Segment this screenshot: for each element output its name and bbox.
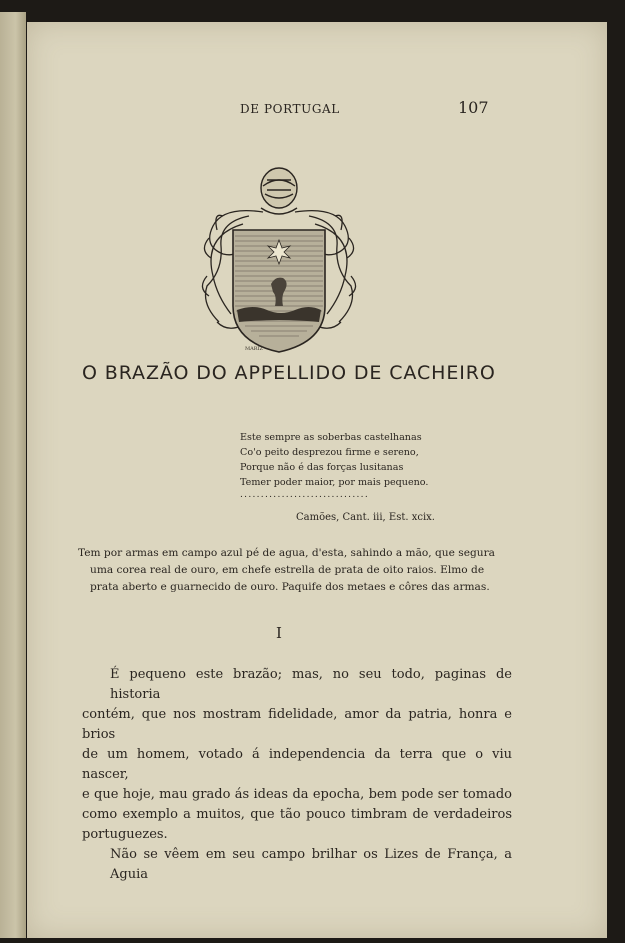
body-line: como exemplo a muitos, que tão pouco timbram de verdadeiros xyxy=(82,807,512,822)
chapter-title: O BRAZÃO DO APPELLIDO DE CACHEIRO xyxy=(82,362,496,384)
epigraph-line: Este sempre as soberbas castelhanas xyxy=(240,432,422,443)
previous-page-edge xyxy=(0,12,26,938)
body-text xyxy=(82,665,512,885)
epigraph xyxy=(240,430,470,490)
epigraph-line: Co'o peito desprezou firme e sereno, xyxy=(240,447,419,458)
epigraph-line: Temer poder maior, por mais pequeno. xyxy=(240,477,429,488)
blazon-line: uma corea real de ouro, em chefe estrella de prata de oito raios. Elmo de xyxy=(90,564,485,576)
body-line: portuguezes. xyxy=(82,827,168,842)
running-header: DE PORTUGAL xyxy=(240,102,340,116)
epigraph-line: Porque não é das forças lusitanas xyxy=(240,462,404,473)
body-line: de um homem, votado á independencia da terra que o viu nascer, xyxy=(82,747,512,782)
body-line: Não se vêem em seu campo brilhar os Lizes de França, a Aguia xyxy=(110,847,512,882)
blazon-line: prata aberto e guarnecido de ouro. Paquife dos metaes e côres das armas. xyxy=(90,581,490,593)
blazon-description xyxy=(78,545,518,596)
helmet-icon xyxy=(261,168,297,214)
body-line: e que hoje, mau grado ás ideas da epocha, bem pode ser tomado xyxy=(82,787,512,802)
blazon-line: Tem por armas em campo azul pé de agua, d'esta, sahindo a mão, que segura xyxy=(78,547,495,559)
engraver-signature: MARIZ xyxy=(245,346,263,352)
epigraph-ellipsis: ............................... xyxy=(240,490,369,500)
body-line: É pequeno este brazão; mas, no seu todo, paginas de historia xyxy=(110,667,512,702)
shield-icon xyxy=(233,230,325,352)
coat-of-arms-icon xyxy=(183,146,375,356)
section-numeral: I xyxy=(276,624,282,642)
body-line: contém, que nos mostram fidelidade, amor da patria, honra e brios xyxy=(82,707,512,742)
epigraph-citation: Camões, Cant. iii, Est. xcix. xyxy=(296,512,435,523)
page-number: 107 xyxy=(458,98,489,117)
